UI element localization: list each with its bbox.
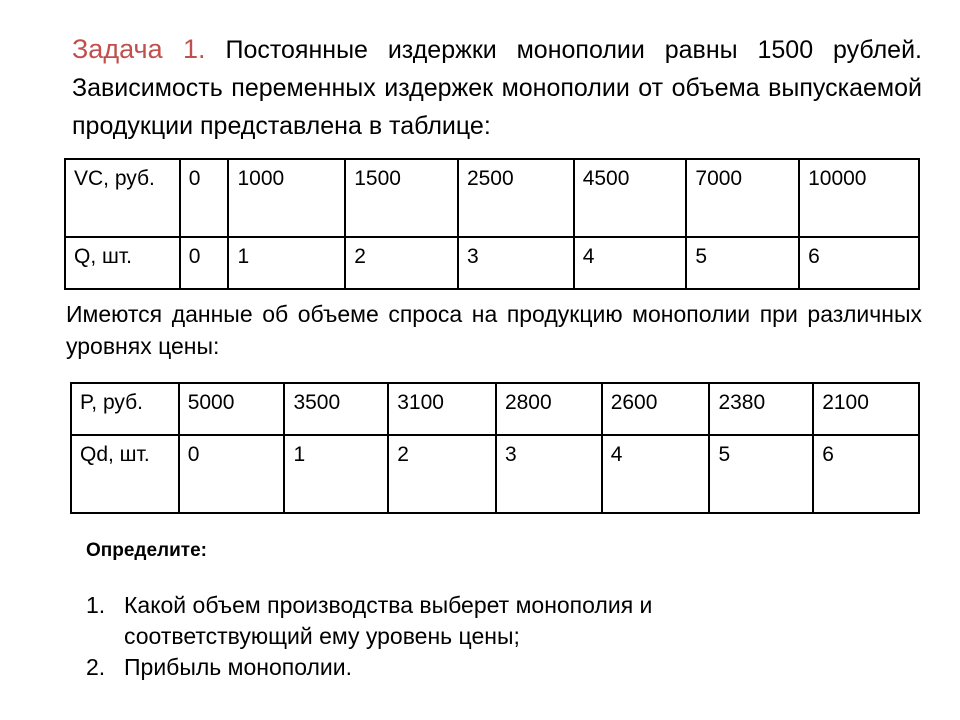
table-cell: 1 [228,237,345,289]
table-cell: 3 [496,435,602,513]
list-number: 2. [86,654,106,680]
task-intro [72,30,922,145]
table-cell: 2 [388,435,496,513]
table-cell: 2380 [709,383,813,435]
table-cell: 2 [345,237,458,289]
task-label: Задача 1. [72,34,206,64]
table-cell: 3 [458,237,574,289]
table-cell: 0 [180,159,229,237]
table-cell: 2800 [496,383,602,435]
determine-heading: Определите: [86,540,208,561]
table-row [71,435,919,513]
table-cell: 4 [574,237,687,289]
table-cell: 6 [799,237,919,289]
table-cell: Qd, шт. [71,435,179,513]
table-cell: 4 [602,435,710,513]
task-intro-text: Постоянные издержки монополии равны 1500 рублей. Зависимость переменных издержек монополии от объема выпускаемой продукции представлена в таблице: [72,36,922,140]
table-cell: 1500 [345,159,458,237]
table-cell: 5000 [179,383,285,435]
table-row [65,159,919,237]
table-cell: 4500 [574,159,687,237]
table-cell: 0 [180,237,229,289]
list-item-text: Прибыль монополии. [124,654,353,680]
table-cell: 10000 [799,159,919,237]
demand-intro: Имеются данные об объеме спроса на продукцию монополии при различных уровнях цены: [66,301,922,359]
list-item [86,652,846,683]
table-cell: 5 [709,435,813,513]
table-cell: 7000 [686,159,799,237]
table-cell: 1 [284,435,388,513]
variable-cost-table [64,158,920,290]
demand-table [70,382,920,514]
table-cell: P, руб. [71,383,179,435]
table-cell: 6 [813,435,919,513]
table-cell: 2500 [458,159,574,237]
table-cell: 1000 [228,159,345,237]
table-cell: Q, шт. [65,237,180,289]
table-cell: 2600 [602,383,710,435]
list-number: 1. [86,592,106,618]
table-row [71,383,919,435]
table-cell: 2100 [813,383,919,435]
table-cell: 0 [179,435,285,513]
table-cell: 3100 [388,383,496,435]
table-cell: 5 [686,237,799,289]
question-list [86,590,846,683]
table-cell: 3500 [284,383,388,435]
list-item [86,590,846,652]
table-cell: VC, руб. [65,159,180,237]
list-item-text: Какой объем производства выберет монополия и соответствующий ему уровень цены; [124,592,653,649]
table-row [65,237,919,289]
